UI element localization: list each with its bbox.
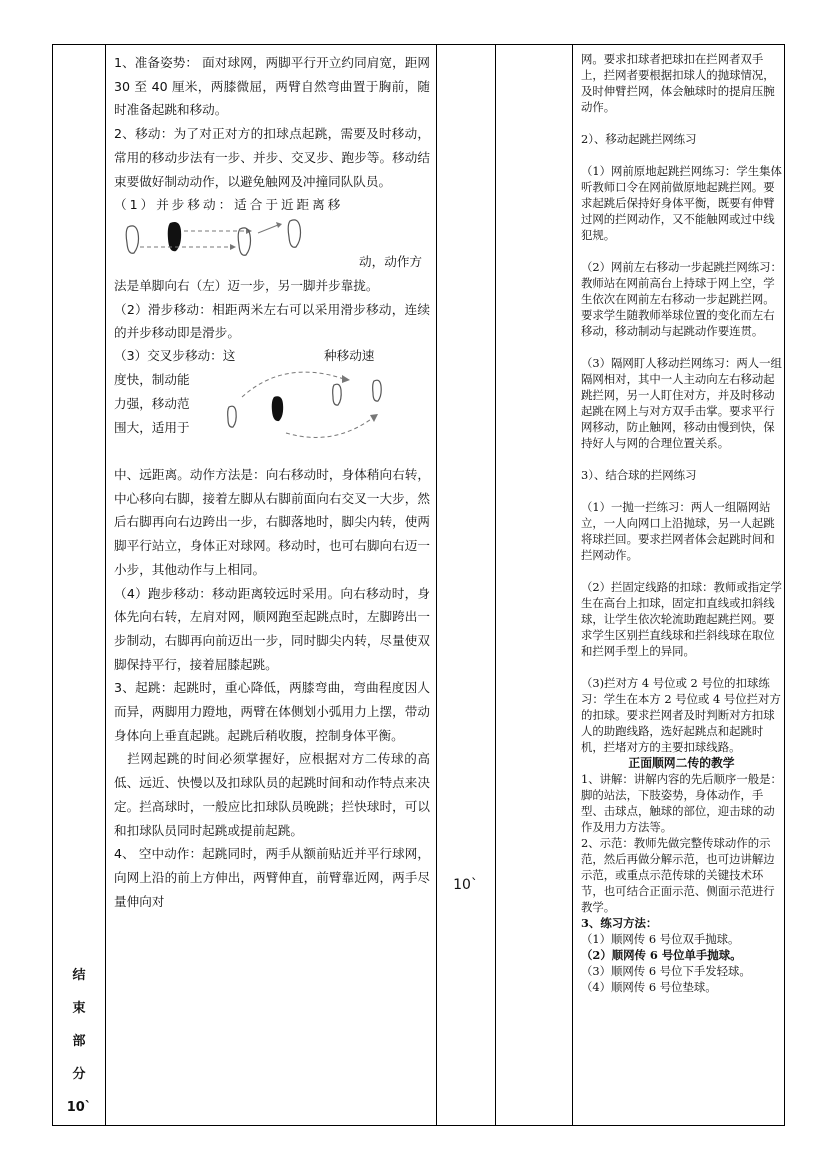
practice-item: （2）顺网传 6 号位单手抛球。: [581, 948, 742, 962]
content-paragraph: 法是单脚向右（左）迈一步，另一脚并步靠拢。: [114, 277, 379, 293]
time-column: [436, 45, 495, 1125]
content-paragraph: （2）滑步移动：相距两米左右可以采用滑步移动，连续的并步移动即是滑步。: [114, 301, 430, 341]
content-paragraph: （1）并步移动：适合于近距离移: [114, 197, 344, 213]
practice-heading: 2）、移动起跳拦网练习: [581, 132, 697, 146]
side-step-figure: 动，动作方: [114, 217, 430, 274]
practice-paragraph: 网。要求扣球者把球扣在拦网者双手上，拦网者要根据扣球人的抛球情况，及时伸臂拦网，体会触球时的提肩压腕动作。: [581, 52, 775, 114]
content-paragraph: 1、准备姿势： 面对球网，两脚平行开立约同肩宽，距网 30 至 40 厘米，两膝微屈，两臂自然弯曲置于胸前，随时准备起跳和移动。: [114, 55, 430, 118]
practice-paragraph: （1）一抛一拦练习：两人一组隔网站立，一人向网口上沿抛球，另一人起跳将球拦回。要求拦网者体会起跳时间和拦网动作。: [581, 500, 775, 562]
content-paragraph: 3、起跳：起跳时，重心降低，两膝弯曲，弯曲程度因人而异，两脚用力蹬地，两臂在体侧划小弧用力上摆，带动身体向上垂直起跳。起跳后稍收腹，控制身体平衡。: [114, 680, 430, 743]
content-paragraph: （4）跑步移动：移动距离较远时采用。向右移动时，身体先向右转，左肩对网，顺网跑至起跳点时，左脚跨出一步制动，右脚再向前迈出一步，同时脚尖内转，尽量使双脚保持平行，接着屈膝起跳。: [114, 585, 430, 672]
content-paragraph: 2、移动：为了对正对方的扣球点起跳，需要及时移动，常用的移动步法有一步、并步、交叉步、跑步等。移动结束要做好制动动作，以避免触网及冲撞同队队员。: [114, 126, 430, 189]
cross-step-figure: （3）交叉步移动：这 种移动速 度快，制动能 力强，移动范 围大，适用于: [114, 345, 430, 463]
section-label-column: [53, 45, 105, 1125]
practice-column: [572, 45, 786, 1125]
content-column: [105, 45, 436, 1125]
section-label: 结 束 部 分 10`: [66, 968, 92, 1115]
practice-paragraph: （2）拦固定线路的扣球：教师或指定学生在高台上扣球，固定扣直线或扣斜线球，让学生依次轮流助跑起跳拦网。要求学生区别拦直线球和拦斜线球在取位和拦网手型上的异同。: [581, 580, 782, 658]
section-title: 正面顺网二传的教学: [628, 756, 735, 770]
cross-step-footprints: [224, 367, 394, 447]
practice-heading: 3、练习方法：: [581, 916, 658, 930]
practice-item: （1）顺网传 6 号位双手抛球。: [581, 932, 740, 946]
practice-heading: 3）、结合球的拦网练习: [581, 468, 697, 482]
practice-paragraph: 1、讲解：讲解内容的先后顺序一般是：脚的站法，下肢姿势，身体动作，手型、击球点，触球的部位，迎击球的动作及用力方法等。: [581, 772, 782, 834]
practice-paragraph: （3）隔网盯人移动拦网练习：两人一组隔网相对，其中一人主动向左右移动起跳拦网，另一人盯住对方，并及时移动起跳在网上与对方双手击掌。要求平行网移动，防止触网，移动由慢到快，保持好人与网的合理位置关系。: [581, 356, 782, 450]
practice-paragraph: 2、示范：教师先做完整传球动作的示范，然后再做分解示范，也可边讲解边示范，或重点示范传球的关键技术环节，也可结合正面示范、侧面示范进行教学。: [581, 836, 775, 914]
practice-paragraph: （2）网前左右移动一步起跳拦网练习：教师站在网前高台上持球于网上空，学生依次在网前左右移动一步起跳拦网。要求学生随教师举球位置的变化而左右移动，移动制动与起跳动作要连贯。: [581, 260, 782, 338]
content-paragraph: 拦网起跳的时间必须掌握好，应根据对方二传球的高低、远近、快慢以及扣球队员的起跳时间和动作特点来决定。拦高球时，一般应比扣球队员晚跳；拦快球时，可以和扣球队员同时起跳或提前起跳。: [114, 751, 430, 838]
lesson-table: [52, 44, 785, 1126]
time-value: 10`: [453, 877, 478, 893]
practice-item: （4）顺网传 6 号位垫球。: [581, 980, 717, 994]
content-paragraph: 4、 空中动作：起跳同时，两手从额前贴近并平行球网，向网上沿的前上方伸出，两臂伸直，前臂靠近网，两手尽量伸向对: [114, 846, 430, 909]
practice-paragraph: （1）网前原地起跳拦网练习：学生集体听教师口令在网前做原地起跳拦网。要求起跳后保持好身体平衡，既要有伸臂过网的拦网动作，又不能触网或过中线犯规。: [581, 164, 782, 242]
content-paragraph: 中、远距离。动作方法是：向右移动时，身体稍向右转，中心移向右脚，接着左脚从右脚前面向右交叉一大步，然后右脚再向右边跨出一步，右脚落地时，脚尖内转，使两脚平行站立，身体正对球网。移动时，也可右脚向右迈一小步，其他动作与上相同。: [114, 467, 430, 577]
footprints-illustration: [118, 219, 308, 271]
empty-column: [495, 45, 572, 1125]
practice-paragraph: （3)拦对方 4 号位或 2 号位的扣球练习：学生在本方 2 号位或 4 号位拦对方的扣球。要求拦网者及时判断对方扣球人的助跑线路，选好起跳点和起跳时机，拦堵对方的主要扣球线路。: [581, 676, 781, 754]
practice-item: （3）顺网传 6 号位下手发轻球。: [581, 964, 751, 978]
